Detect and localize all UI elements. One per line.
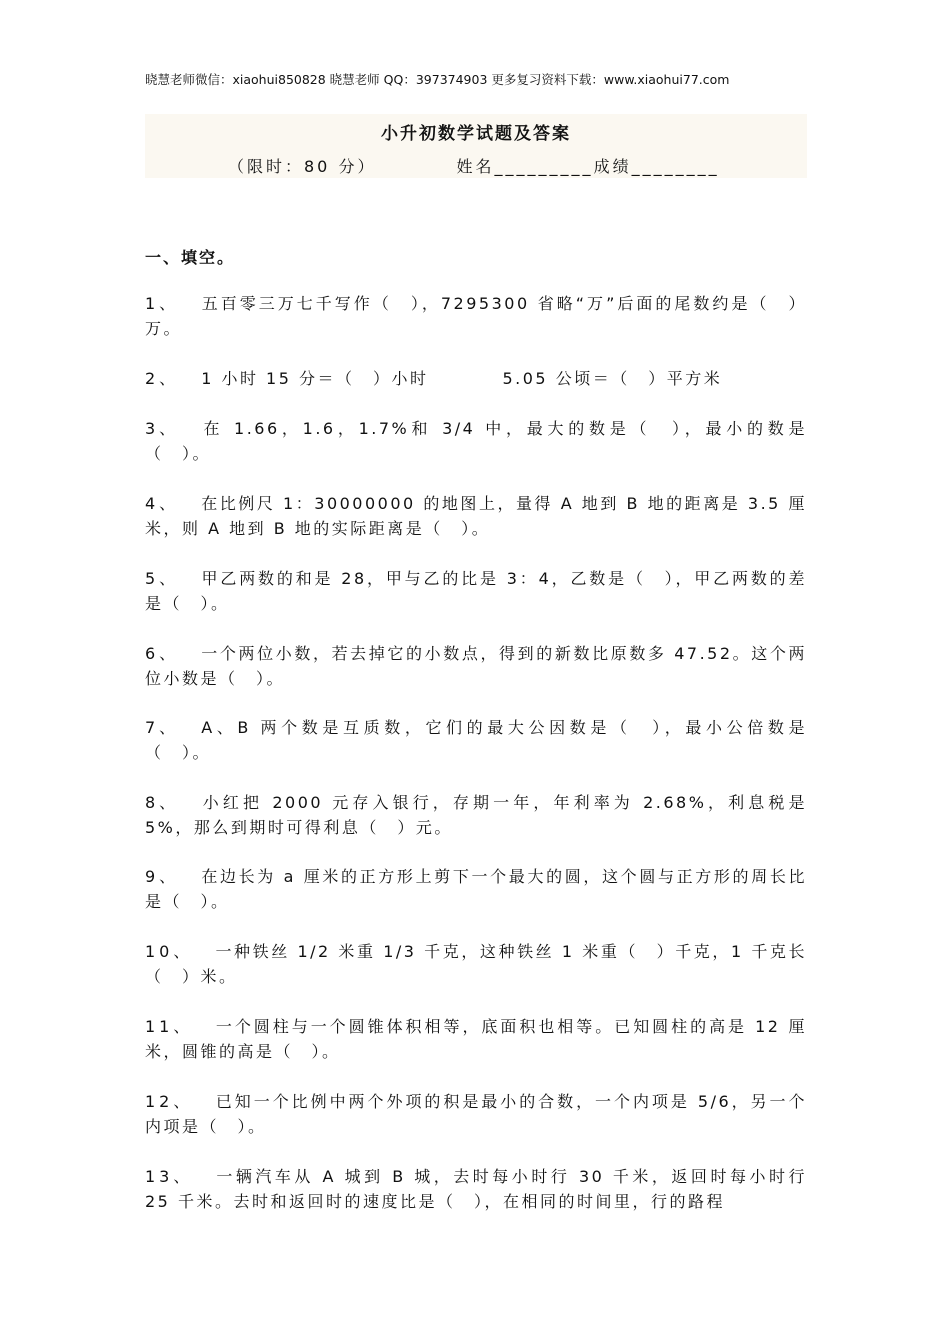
exam-info-line [228, 154, 720, 177]
question-text: 五百零三万七千写作（ ），7295300 省略“万”后面的尾数约是（ ）万。 [145, 294, 807, 338]
question-item [145, 1014, 807, 1064]
question-item [145, 864, 807, 914]
page-header-contact: 晓慧老师微信：xiaohui850828 晓慧老师 QQ：397374903 更多复习资料下载：www.xiaohui77.com [145, 72, 730, 87]
question-item [145, 641, 807, 691]
question-number: 1、 [145, 294, 180, 313]
question-text: 1 小时 15 分＝（ ）小时 5.05 公顷＝（ ）平方米 [201, 369, 723, 388]
question-number: 6、 [145, 644, 180, 663]
question-text: 一辆汽车从 A 城到 B 城，去时每小时行 30 千米，返回时每小时行 25 千米。去时和返回时的速度比是（ ），在相同的时间里，行的路程 [145, 1167, 807, 1211]
question-number: 10、 [145, 942, 194, 961]
question-number: 5、 [145, 569, 180, 588]
question-item [145, 1089, 807, 1139]
question-item [145, 1164, 807, 1214]
question-text: 在边长为 a 厘米的正方形上剪下一个最大的圆，这个圆与正方形的周长比是（ ）。 [145, 867, 807, 911]
time-limit: （限时：80 分） [228, 157, 377, 176]
question-item [145, 416, 807, 466]
question-item [145, 790, 807, 840]
question-number: 12、 [145, 1092, 194, 1111]
question-item [145, 939, 807, 989]
question-text: 一个圆柱与一个圆锥体积相等，底面积也相等。已知圆柱的高是 12 厘米，圆锥的高是（ ）。 [145, 1017, 807, 1061]
question-item [145, 715, 807, 765]
question-text: 已知一个比例中两个外项的积是最小的合数，一个内项是 5/6，另一个内项是（ ）。 [145, 1092, 807, 1136]
section-heading: 一、填空。 [145, 248, 236, 267]
question-item [145, 566, 807, 616]
question-text: 一种铁丝 1/2 米重 1/3 千克，这种铁丝 1 米重（ ）千克，1 千克长（ ）米。 [145, 942, 807, 986]
question-number: 2、 [145, 369, 180, 388]
question-number: 9、 [145, 867, 180, 886]
question-text: 在 1.66，1.6，1.7%和 3/4 中，最大的数是（ ），最小的数是（ ）。 [145, 419, 807, 463]
question-number: 4、 [145, 494, 180, 513]
question-number: 11、 [145, 1017, 194, 1036]
question-number: 8、 [145, 793, 180, 812]
question-item [145, 366, 807, 391]
question-text: 一个两位小数，若去掉它的小数点，得到的新数比原数多 47.52。这个两位小数是（ ）。 [145, 644, 807, 688]
question-text: 甲乙两数的和是 28，甲与乙的比是 3：4，乙数是（ ），甲乙两数的差是（ ）。 [145, 569, 807, 613]
document-title: 小升初数学试题及答案 [381, 124, 571, 144]
question-number: 7、 [145, 718, 180, 737]
question-text: A、B 两个数是互质数，它们的最大公因数是（ ），最小公倍数是（ ）。 [145, 718, 807, 762]
question-item [145, 491, 807, 541]
question-text: 小红把 2000 元存入银行，存期一年，年利率为 2.68%，利息税是 5%，那么到期时可得利息（ ）元。 [145, 793, 807, 837]
question-text: 在比例尺 1：30000000 的地图上，量得 A 地到 B 地的距离是 3.5 厘米，则 A 地到 B 地的实际距离是（ ）。 [145, 494, 807, 538]
name-field: 姓名_________ [456, 157, 594, 176]
question-number: 13、 [145, 1167, 194, 1186]
title-block [145, 114, 807, 178]
question-number: 3、 [145, 419, 180, 438]
score-field: 成绩________ [593, 157, 720, 176]
question-item [145, 291, 807, 341]
